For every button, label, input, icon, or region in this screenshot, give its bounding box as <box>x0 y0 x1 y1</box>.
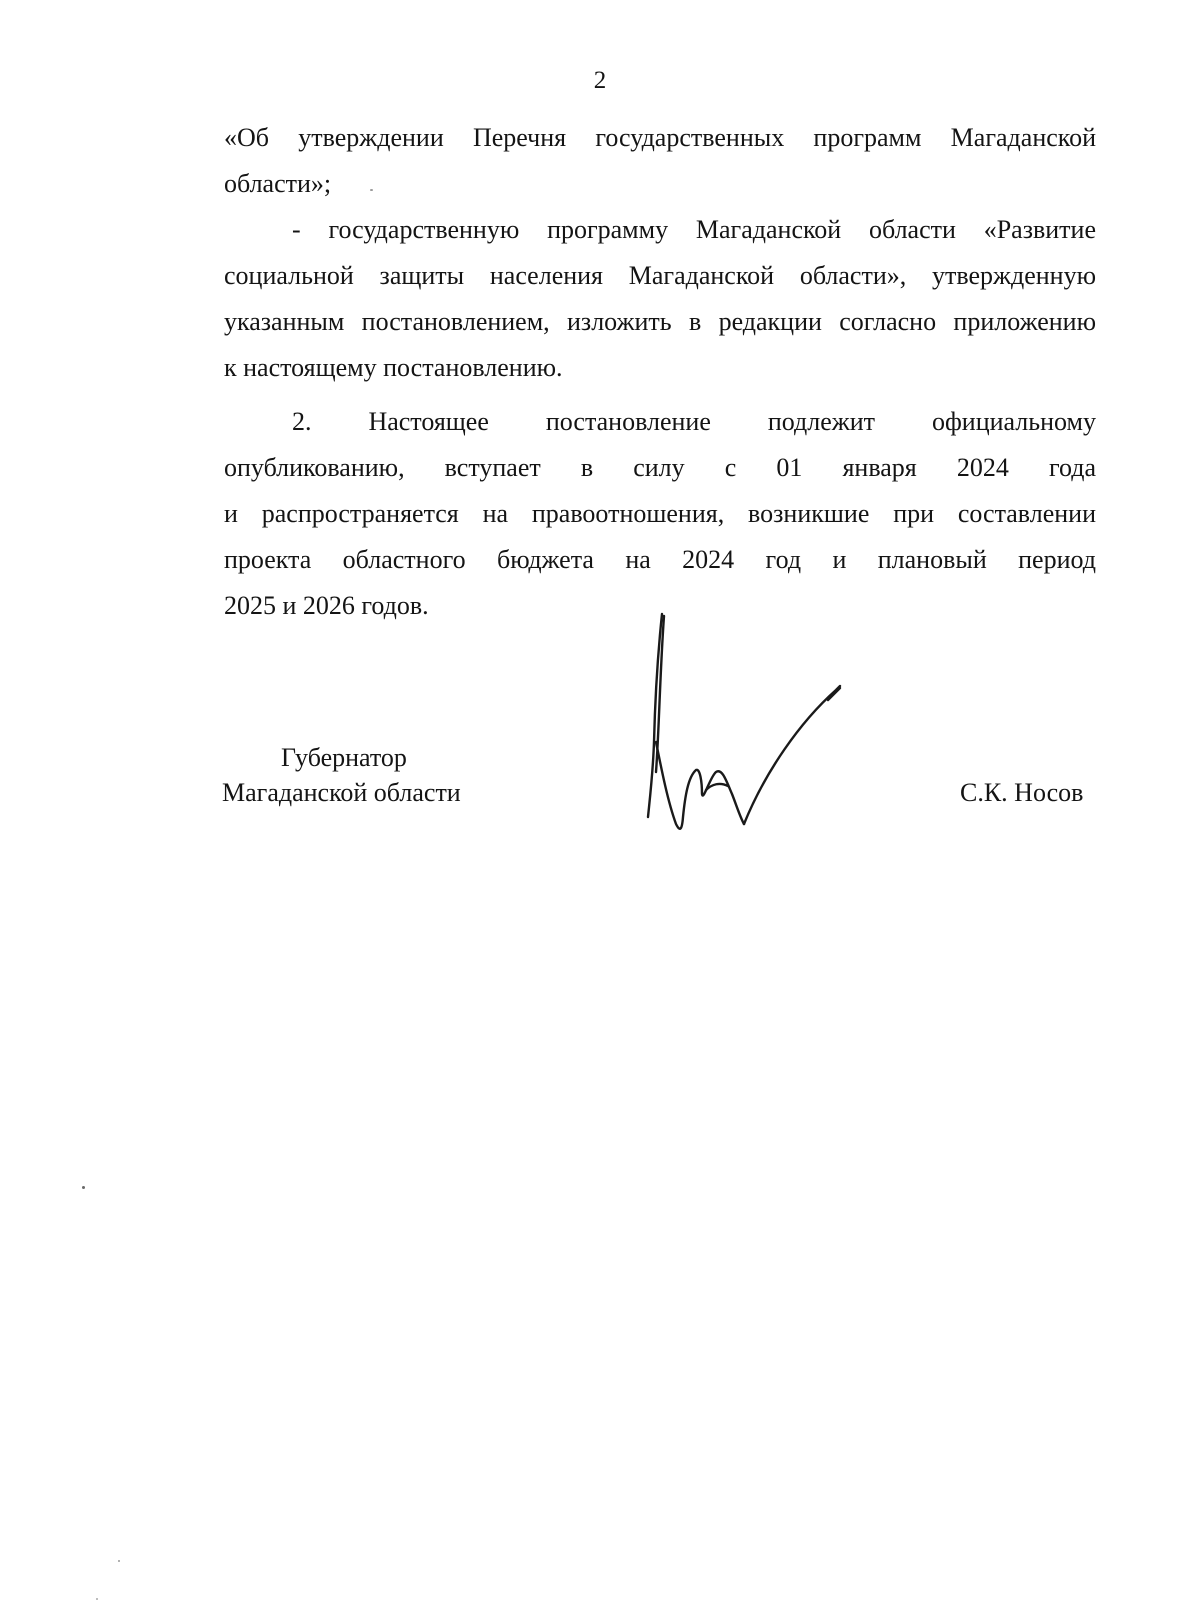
body-line-9: и распространяется на правоотношения, возникшие при составлении <box>224 499 1096 528</box>
body-line-2: области»; <box>224 169 332 198</box>
signatory-title-line-2: Магаданской области <box>222 778 461 807</box>
scan-speck <box>118 1560 120 1562</box>
handwritten-signature <box>640 612 880 862</box>
body-line-10: проекта областного бюджета на 2024 год и плановый период <box>224 545 1096 574</box>
body-line-5: указанным постановлением, изложить в редакции согласно приложению <box>224 307 1096 336</box>
signatory-title-line-1: Губернатор <box>281 743 407 772</box>
scan-speck <box>370 189 373 191</box>
body-line-6: к настоящему постановлению. <box>224 353 563 382</box>
body-line-3: - государственную программу Магаданской области «Развитие <box>292 215 1096 244</box>
scan-speck <box>96 1598 98 1600</box>
body-line-4: социальной защиты населения Магаданской области», утвержденную <box>224 261 1096 290</box>
scan-speck <box>82 1186 85 1189</box>
body-line-7: 2. Настоящее постановление подлежит официальному <box>292 407 1096 436</box>
body-line-1: «Об утверждении Перечня государственных программ Магаданской <box>224 123 1096 152</box>
body-line-8: опубликованию, вступает в силу с 01 января 2024 года <box>224 453 1096 482</box>
page-number: 2 <box>593 67 607 94</box>
body-line-11: 2025 и 2026 годов. <box>224 591 429 620</box>
signatory-name: С.К. Носов <box>960 778 1084 807</box>
